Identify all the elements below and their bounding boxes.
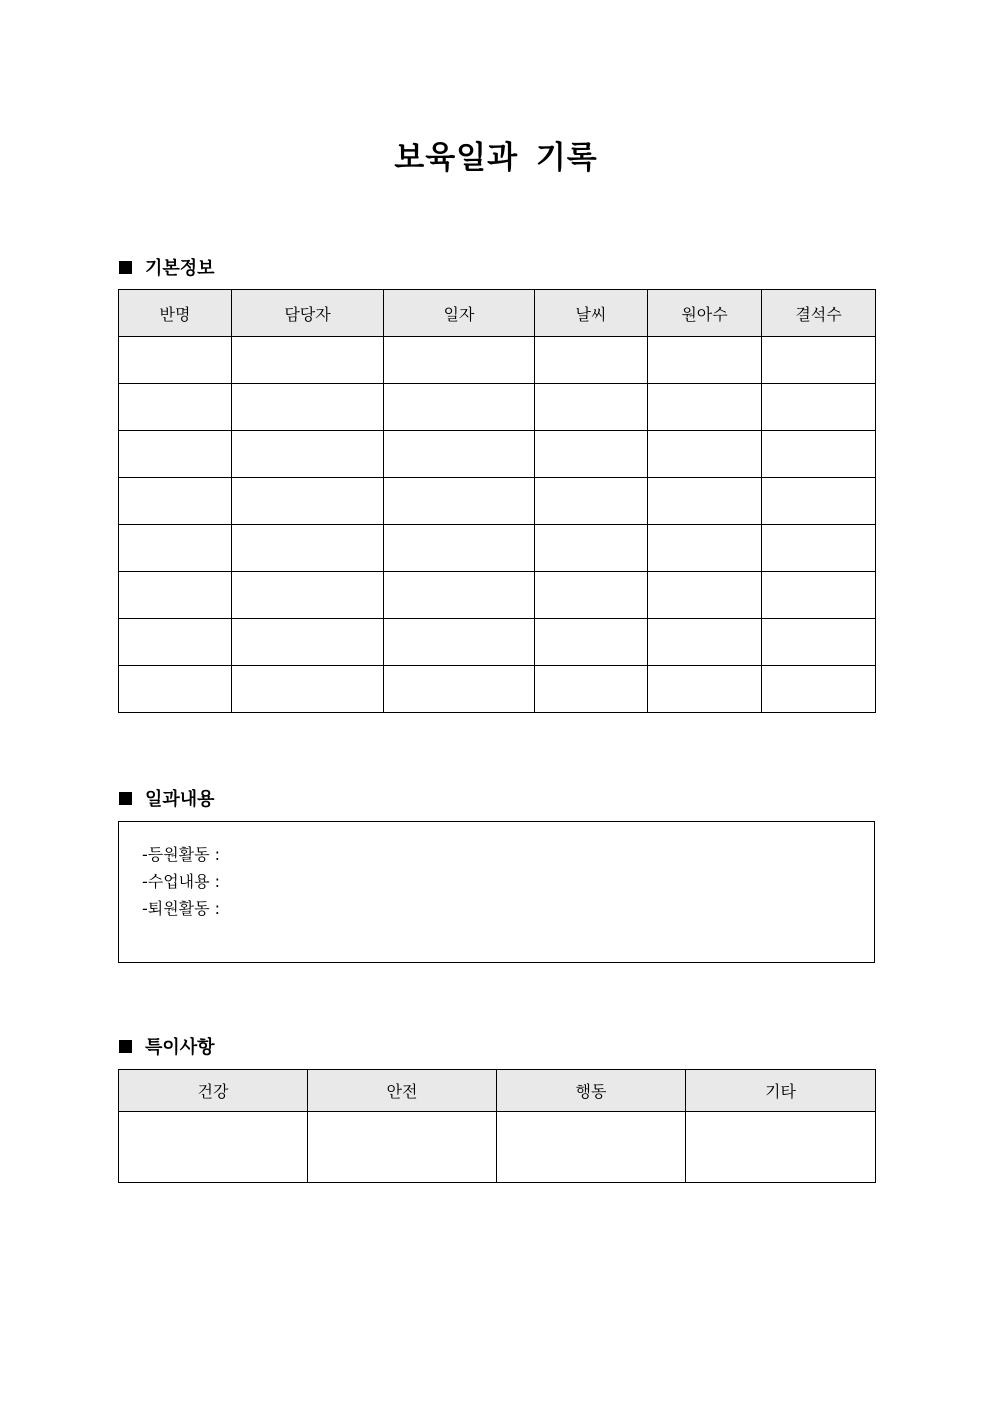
table-cell[interactable] <box>762 666 876 713</box>
table-cell[interactable] <box>535 384 648 431</box>
basic-info-table <box>118 289 876 713</box>
table-cell[interactable] <box>762 572 876 619</box>
table-row <box>119 478 876 525</box>
table-row <box>119 384 876 431</box>
table-cell[interactable] <box>232 619 384 666</box>
daily-line-lesson: -수업내용 : <box>142 872 221 891</box>
table-cell[interactable] <box>119 1112 308 1183</box>
table-cell[interactable] <box>648 619 762 666</box>
table-cell[interactable] <box>648 337 762 384</box>
table-cell[interactable] <box>384 478 535 525</box>
table-cell[interactable] <box>119 619 232 666</box>
black-square-icon <box>119 261 132 274</box>
table-cell[interactable] <box>648 478 762 525</box>
table-cell[interactable] <box>232 431 384 478</box>
column-header-behavior: 행동 <box>497 1070 686 1112</box>
table-cell[interactable] <box>384 337 535 384</box>
table-row <box>119 1112 876 1183</box>
column-header-class: 반명 <box>119 290 232 337</box>
table-cell[interactable] <box>119 525 232 572</box>
column-header-health: 건강 <box>119 1070 308 1112</box>
black-square-icon <box>119 792 132 805</box>
table-row <box>119 619 876 666</box>
table-cell[interactable] <box>384 384 535 431</box>
section-heading-daily <box>119 785 215 811</box>
table-cell[interactable] <box>119 666 232 713</box>
table-cell[interactable] <box>119 572 232 619</box>
table-cell[interactable] <box>232 572 384 619</box>
table-cell[interactable] <box>648 525 762 572</box>
table-cell[interactable] <box>762 384 876 431</box>
section-heading-basic-label: 기본정보 <box>145 258 215 279</box>
column-header-date: 일자 <box>384 290 535 337</box>
table-cell[interactable] <box>762 619 876 666</box>
section-heading-special <box>119 1033 215 1059</box>
column-header-teacher: 담당자 <box>232 290 384 337</box>
table-header-row <box>119 290 876 337</box>
column-header-safety: 안전 <box>308 1070 497 1112</box>
section-heading-daily-label: 일과내용 <box>145 789 215 810</box>
table-cell[interactable] <box>232 666 384 713</box>
table-cell[interactable] <box>308 1112 497 1183</box>
table-cell[interactable] <box>648 572 762 619</box>
section-heading-special-label: 특이사항 <box>145 1037 215 1058</box>
table-cell[interactable] <box>384 666 535 713</box>
column-header-children-count: 원아수 <box>648 290 762 337</box>
table-cell[interactable] <box>686 1112 876 1183</box>
table-cell[interactable] <box>232 384 384 431</box>
table-cell[interactable] <box>648 666 762 713</box>
table-cell[interactable] <box>535 525 648 572</box>
table-cell[interactable] <box>762 431 876 478</box>
table-row <box>119 337 876 384</box>
table-cell[interactable] <box>762 478 876 525</box>
table-cell[interactable] <box>384 525 535 572</box>
table-header-row <box>119 1070 876 1112</box>
table-cell[interactable] <box>119 337 232 384</box>
table-row <box>119 431 876 478</box>
column-header-absent-count: 결석수 <box>762 290 876 337</box>
black-square-icon <box>119 1040 132 1053</box>
table-cell[interactable] <box>119 431 232 478</box>
table-row <box>119 666 876 713</box>
table-row <box>119 525 876 572</box>
daily-line-arrival: -등원활동 : <box>142 845 221 864</box>
page-title: 보육일과 기록 <box>394 140 598 176</box>
daily-line-departure: -퇴원활동 : <box>142 899 221 918</box>
table-cell[interactable] <box>762 525 876 572</box>
table-cell[interactable] <box>384 431 535 478</box>
table-cell[interactable] <box>232 337 384 384</box>
column-header-other: 기타 <box>686 1070 876 1112</box>
table-cell[interactable] <box>232 478 384 525</box>
daily-content-box[interactable] <box>118 821 875 963</box>
table-cell[interactable] <box>119 384 232 431</box>
section-heading-basic <box>119 254 215 280</box>
table-cell[interactable] <box>384 619 535 666</box>
table-cell[interactable] <box>535 431 648 478</box>
table-cell[interactable] <box>535 572 648 619</box>
table-cell[interactable] <box>497 1112 686 1183</box>
table-row <box>119 572 876 619</box>
table-cell[interactable] <box>535 619 648 666</box>
special-notes-table <box>118 1069 876 1183</box>
table-cell[interactable] <box>648 384 762 431</box>
table-cell[interactable] <box>535 666 648 713</box>
table-cell[interactable] <box>535 478 648 525</box>
table-cell[interactable] <box>648 431 762 478</box>
table-cell[interactable] <box>762 337 876 384</box>
table-cell[interactable] <box>535 337 648 384</box>
column-header-weather: 날씨 <box>535 290 648 337</box>
table-cell[interactable] <box>232 525 384 572</box>
table-cell[interactable] <box>384 572 535 619</box>
table-cell[interactable] <box>119 478 232 525</box>
